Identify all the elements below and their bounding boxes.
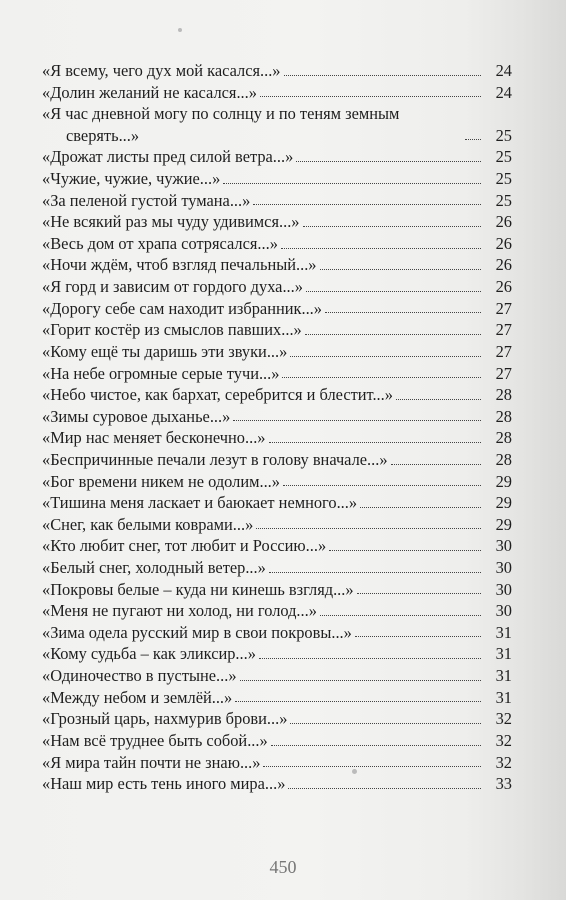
- dot-leader: [360, 507, 481, 508]
- toc-entry: [42, 319, 512, 341]
- dot-leader: [269, 572, 481, 573]
- toc-entry: [42, 579, 512, 601]
- toc-entry: [42, 643, 512, 665]
- toc-entry-title: «Долин желаний не касался...»: [42, 82, 257, 102]
- toc-entry: [42, 190, 512, 212]
- toc-entry-title: «Дрожат листы пред силой ветра...»: [42, 147, 294, 167]
- toc-entry-title: «Зима одела русский мир в свои покровы...»: [42, 622, 352, 642]
- dot-leader: [256, 528, 481, 529]
- toc-entry: [42, 730, 512, 752]
- toc-entry-page: 28: [495, 449, 512, 469]
- toc-entry-title: «За пеленой густой тумана...»: [42, 190, 251, 210]
- toc-entry: [42, 146, 512, 168]
- toc-entry-page: 25: [495, 190, 512, 210]
- toc-entry-page: 27: [495, 341, 512, 361]
- dot-leader: [271, 745, 481, 746]
- toc-entry-title: «Меня не пугают ни холод, ни голод...»: [42, 601, 317, 621]
- toc-entry: [42, 341, 512, 363]
- dot-leader: [465, 139, 481, 140]
- toc-entry-title: «Снег, как белыми коврами...»: [42, 514, 254, 534]
- toc-entry: [42, 363, 512, 385]
- toc-entry-title: «Весь дом от храпа сотрясался...»: [42, 233, 278, 253]
- toc-entry-title: «Не всякий раз мы чуду удивимся...»: [42, 212, 300, 232]
- toc-entry-title: «Ночи ждём, чтоб взгляд печальный...»: [42, 255, 317, 275]
- dot-leader: [396, 399, 481, 400]
- toc-entry-title: «Одиночество в пустыне...»: [42, 666, 237, 686]
- dot-leader: [223, 183, 481, 184]
- toc-entry-page: 25: [495, 169, 512, 189]
- toc-entry-page: 31: [495, 687, 512, 707]
- dot-leader: [259, 658, 481, 659]
- toc-entry-title: «Нам всё труднее быть собой...»: [42, 730, 268, 750]
- toc-entry-page: 32: [495, 709, 512, 729]
- dot-leader: [253, 204, 481, 205]
- toc-entry-page: 32: [495, 752, 512, 772]
- page-number: 450: [269, 857, 297, 877]
- toc-entry-page: 27: [495, 363, 512, 383]
- toc-entry-page: 24: [495, 60, 512, 80]
- dot-leader: [283, 485, 481, 486]
- toc-entry-page: 26: [495, 255, 512, 275]
- dot-leader: [391, 464, 481, 465]
- dot-leader: [282, 377, 481, 378]
- toc-entry-title: «Чужие, чужие, чужие...»: [42, 169, 221, 189]
- toc-entry: [42, 665, 512, 687]
- toc-entry-page: 25: [495, 125, 512, 145]
- toc-entry-page: 26: [495, 277, 512, 297]
- dot-leader: [260, 96, 481, 97]
- dot-leader: [320, 269, 481, 270]
- toc-entry: [42, 427, 512, 449]
- toc-entry-page: 28: [495, 385, 512, 405]
- toc-entry-title: «Белый снег, холодный ветер...»: [42, 558, 266, 578]
- toc-entry-page: 33: [495, 774, 512, 794]
- toc-entry: [42, 535, 512, 557]
- toc-entry-title: «Дорогу себе сам находит избранник...»: [42, 298, 322, 318]
- toc-entry-title: «Мир нас меняет бесконечно...»: [42, 428, 266, 448]
- toc-entry: [42, 60, 512, 82]
- dot-leader: [329, 550, 481, 551]
- toc-entry-page: 30: [495, 601, 512, 621]
- dot-leader: [263, 766, 481, 767]
- dot-leader: [357, 593, 481, 594]
- toc-entry: [42, 514, 512, 536]
- toc-entry-page: 29: [495, 493, 512, 513]
- toc-entry: [42, 622, 512, 644]
- toc-entry-page: 24: [495, 82, 512, 102]
- toc-entry: [42, 255, 512, 277]
- toc-entry: [42, 557, 512, 579]
- toc-entry: [42, 752, 512, 774]
- toc-entry-title: «Кто любит снег, тот любит и Россию...»: [42, 536, 327, 556]
- toc-entry-page: 29: [495, 514, 512, 534]
- toc-entry-title: «Небо чистое, как бархат, серебрится и блестит...»: [42, 385, 393, 405]
- toc-entry-title: «Наш мир есть тень иного мира...»: [42, 774, 286, 794]
- toc-entry: [42, 773, 512, 795]
- toc-entry-page: 26: [495, 233, 512, 253]
- toc-entry: [42, 103, 512, 146]
- toc-entry-page: 25: [495, 147, 512, 167]
- toc-entry: [42, 406, 512, 428]
- toc-entry-title: «Кому судьба – как эликсир...»: [42, 644, 256, 664]
- toc-entry: [42, 492, 512, 514]
- toc-entry-page: 26: [495, 212, 512, 232]
- dot-leader: [281, 248, 481, 249]
- dot-leader: [233, 420, 481, 421]
- toc-entry-page: 30: [495, 558, 512, 578]
- toc-entry: [42, 233, 512, 255]
- toc-entry-page: 31: [495, 622, 512, 642]
- toc-entry-page: 31: [495, 666, 512, 686]
- dot-leader: [306, 291, 481, 292]
- dot-leader: [284, 75, 482, 76]
- toc-entry-title: «Я горд и зависим от гордого духа...»: [42, 277, 303, 297]
- dot-leader: [288, 788, 481, 789]
- toc-entry-page: 27: [495, 320, 512, 340]
- toc-entry-title: «Бог времени никем не одолим...»: [42, 471, 280, 491]
- paper-speck: [178, 28, 182, 32]
- toc-entry: [42, 687, 512, 709]
- dot-leader: [296, 161, 481, 162]
- table-of-contents: [42, 60, 512, 795]
- dot-leader: [269, 442, 482, 443]
- toc-entry-page: 27: [495, 298, 512, 318]
- toc-entry: [42, 82, 512, 104]
- dot-leader: [290, 356, 481, 357]
- toc-entry-title-continuation: сверять...»: [66, 125, 140, 145]
- toc-entry-title: «Беспричинные печали лезут в голову вначале...»: [42, 449, 388, 469]
- toc-entry-page: 31: [495, 644, 512, 664]
- toc-entry-page: 32: [495, 730, 512, 750]
- toc-entry-page: 30: [495, 579, 512, 599]
- toc-entry: [42, 211, 512, 233]
- toc-entry-title: «Я мира тайн почти не знаю...»: [42, 752, 261, 772]
- dot-leader: [320, 615, 481, 616]
- toc-entry: [42, 298, 512, 320]
- dot-leader: [355, 636, 481, 637]
- toc-entry-title: «Я всему, чего дух мой касался...»: [42, 60, 281, 80]
- toc-entry: [42, 168, 512, 190]
- toc-entry-title: «Зимы суровое дыханье...»: [42, 406, 231, 426]
- dot-leader: [235, 701, 481, 702]
- toc-entry: [42, 384, 512, 406]
- dot-leader: [303, 226, 482, 227]
- toc-entry-title: «Между небом и землёй...»: [42, 687, 233, 707]
- toc-entry-title: «Покровы белые – куда ни кинешь взгляд...»: [42, 579, 354, 599]
- toc-entry: [42, 600, 512, 622]
- toc-entry-title: «На небе огромные серые тучи...»: [42, 363, 280, 383]
- toc-entry-title-line: «Я час дневной могу по солнцу и по теням земным: [42, 104, 400, 124]
- toc-entry: [42, 708, 512, 730]
- toc-entry-title: «Кому ещё ты даришь эти звуки...»: [42, 341, 288, 361]
- toc-entry-page: 28: [495, 428, 512, 448]
- toc-entry: [42, 471, 512, 493]
- dot-leader: [240, 680, 481, 681]
- toc-entry-page: 28: [495, 406, 512, 426]
- toc-entry: [42, 449, 512, 471]
- toc-entry-page: 30: [495, 536, 512, 556]
- toc-entry-title: [42, 103, 462, 146]
- dot-leader: [325, 312, 481, 313]
- dot-leader: [305, 334, 481, 335]
- toc-entry-page: 29: [495, 471, 512, 491]
- toc-entry-title: «Тишина меня ласкает и баюкает немного...»: [42, 493, 358, 513]
- toc-entry: [42, 276, 512, 298]
- toc-entry-title: «Грозный царь, нахмурив брови...»: [42, 709, 288, 729]
- toc-entry-title: «Горит костёр из смыслов павших...»: [42, 320, 302, 340]
- dot-leader: [290, 723, 481, 724]
